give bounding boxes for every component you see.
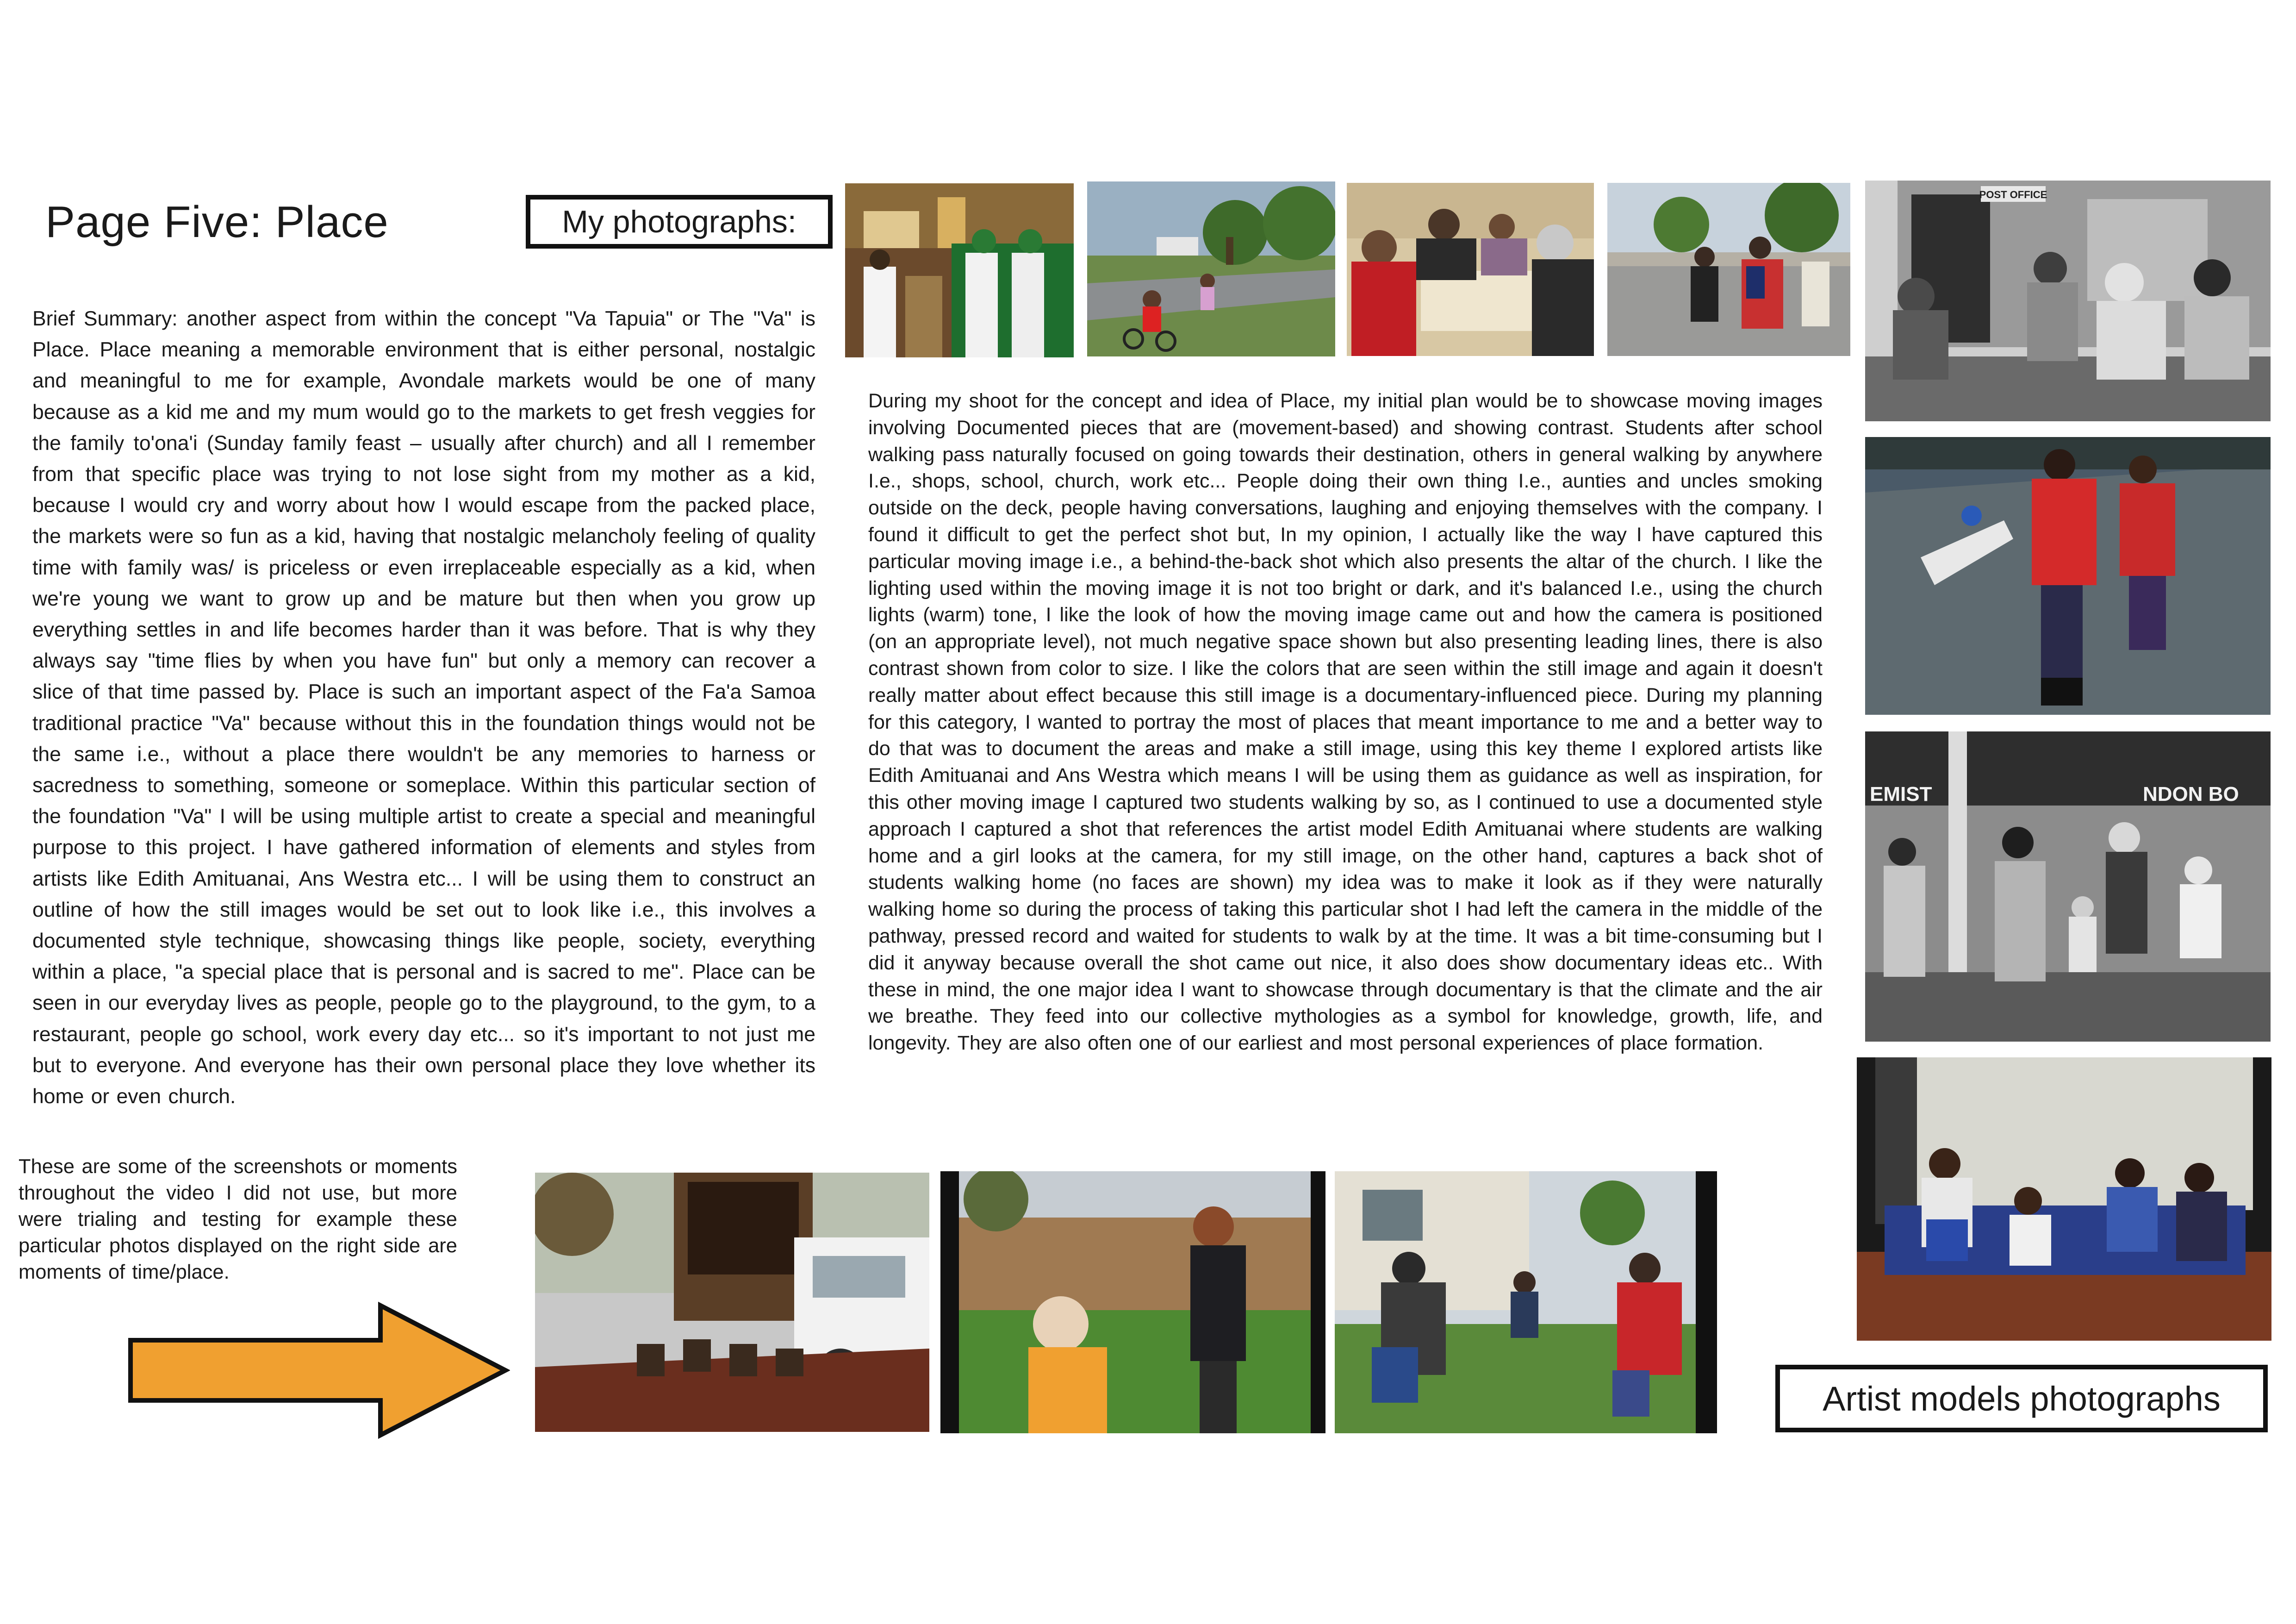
photo-family-couch [1857,1057,2271,1341]
photo-table-cups [535,1173,929,1432]
photo-yard-gathering [1335,1171,1717,1433]
brief-summary-text: Brief Summary: another aspect from within the concept "Va Tapuia" or The "Va" is Place. Place meaning a memorable environment that is either personal, nostalgic and meaningful to me for example, Avondale markets would be one of many because as a kid me and my mum would go to the markets to get fresh veggies for the family to'ona'i (Sunday family feast – usually after church) and all I remember from that specific place was trying to not lose sight from my mother as a kid, because I would cry and worry about how I would escape from the packed place, the markets were so fun as a kid, having that nostalgic melancholy feeling of quality time with family was/ is priceless or even irreplaceable especially as a kid, when we're young we want to grow up and be mature but then when you grow up everything settles in and life becomes harder than it was before. That is why they always say "time flies by when you have fun" but only a memory can recover a slice of that time passed by. Place is such an important aspect of the Fa'a Samoa traditional practice "Va" because without this in the foundation things would not be the same i.e., without a place there wouldn't be any memories to harness or sacredness to something, someone or someplace. Within this particular section of the foundation "Va" I will be using multiple artist to create a special and meaningful purpose to this project. I have gathered information of elements and styles from artists like Edith Amituanai, Ans Westra etc... I will be using them to construct an outline of how the still images would be set out to look like i.e., this involves a documented style technique, showcasing things like people, society, everything within a place, "a special place that is personal and is sacred to me". Place can be seen in our everyday lives as people, people go to the playground, to the gym, to a restaurant, people go school, work every day etc... so it's important to not just me but to everyone. And everyone has their own personal place they love whether its home or even church. [32,307,815,1108]
photo-card-table [1347,183,1594,356]
shoot-description-text: During my shoot for the concept and idea of Place, my initial plan would be to showcase moving images involving Documented pieces that are (movement-based) and showing contrast. Students after school walking pass naturally focused on going towards their destination, others in general walking by anywhere I.e., shops, school, church, work etc... People doing their own thing I.e., aunties and uncles smoking outside on the deck, people having conversations, laughing and enjoying themselves with the company. I found it difficult to get the perfect shot but, In my opinion, I actually like the way I have captured this particular moving image i.e., a behind-the-back shot which also presents the altar of the church. I like the lighting used within the moving image it is not too bright or dark, and it's balanced I.e., using the church lights (warm) tone, I like the look of how the moving image came out and how the camera is positioned (on an appropriate level), not much negative space shown but also presenting leading lines, there is also contrast shown from color to size. I like the colors that are seen within the still image and again it doesn't really matter about effect because this still image is a documentary-influenced piece. During my planning for this category, I wanted to portray the most of places that meant importance to me and a better way to do that was to document the areas and make a still image, using this key theme I explored artists like Edith Amituanai and Ans Westra which means I will be using them as guidance as well as inspiration, for this other moving image I captured two students walking by so, as I continued to use a documented style approach I captured a shot that references the artist model Edith Amituanai where students are walking home and a girl looks at the camera, for my still image, on the other hand, captures a back shot of students walking home (no faces are shown) my idea was to make it look as if they were naturally walking home so during the process of taking this particular shot I had left the camera in the middle of the pathway, pressed record and waited for students to walk by at the time. It was a bit time-consuming but I did it anyway because overall the shot came out nice, it also does show documentary ideas etc.. With these in mind, the one major idea I want to showcase through documentary is that the climate and the air we breathe. They feed into our collective mythologies as a symbol for knowledge, growth, life, and longevity. They are also often one of our earliest and most personal experiences of place formation. [868,390,1823,1055]
photo-students-walking [1607,183,1850,356]
artist-models-label: Artist models photographs [1775,1365,2268,1432]
my-photographs-label: My photographs: [526,195,833,249]
photo-street-dance-bw [1865,731,2271,1042]
post-office-sign: POST OFFICE [1979,189,2047,200]
photo-children-street [1087,181,1335,356]
photo-backyard-smoking [940,1171,1325,1433]
screenshots-caption: These are some of the screenshots or moments throughout the video I did not use, but more were trialing and testing for example these particular photos displayed on the right side are moments of time/place. [19,1156,457,1283]
shop-sign-left: EMIST [1870,783,1932,806]
photo-girls-crossing [1865,437,2271,715]
page-title: Page Five: Place [45,197,389,247]
photo-post-office-bw [1865,181,2271,421]
photo-church-altar [845,183,1074,357]
shop-sign-right: NDON BO [2143,783,2239,806]
arrow-right-icon [126,1301,510,1440]
